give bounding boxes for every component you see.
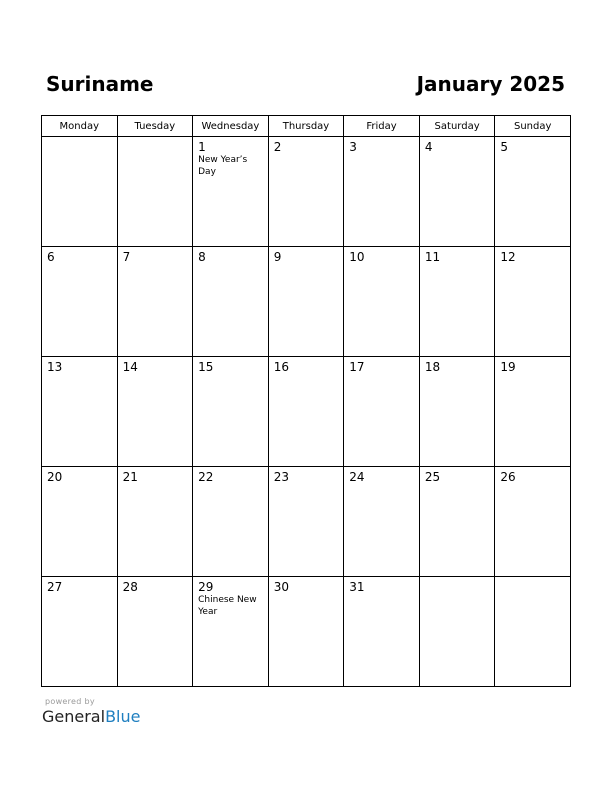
day-cell xyxy=(419,467,495,577)
day-number: 28 xyxy=(122,580,138,594)
day-number: 19 xyxy=(500,360,516,374)
weekday-header-thursday: Thursday xyxy=(268,116,344,137)
day-number: 14 xyxy=(122,360,138,374)
day-number: 25 xyxy=(424,470,441,484)
weekday-header-saturday: Saturday xyxy=(419,116,495,137)
generalblue-logo[interactable] xyxy=(42,707,140,727)
country-title: Suriname xyxy=(46,72,154,96)
day-cell xyxy=(117,467,193,577)
day-cell xyxy=(419,247,495,357)
day-number: 11 xyxy=(424,250,441,264)
day-number: 20 xyxy=(47,470,63,484)
day-cell xyxy=(495,247,571,357)
day-cell xyxy=(193,247,269,357)
day-cell xyxy=(117,137,193,247)
brand-name-blue: Blue xyxy=(105,707,141,726)
day-number: 18 xyxy=(424,360,441,374)
week-row-1 xyxy=(42,137,571,247)
week-row-2 xyxy=(42,247,571,357)
day-number: 31 xyxy=(349,580,365,594)
holiday-label: Chinese New Year xyxy=(198,595,257,617)
day-number: 5 xyxy=(500,140,509,154)
weekday-header-row xyxy=(42,116,571,137)
day-number xyxy=(42,137,117,140)
day-cell xyxy=(419,577,495,687)
day-cell xyxy=(42,467,118,577)
day-number: 13 xyxy=(47,360,63,374)
weekday-header-friday: Friday xyxy=(344,116,420,137)
day-cell xyxy=(117,577,193,687)
day-cell xyxy=(344,467,420,577)
day-number: 23 xyxy=(273,470,289,484)
powered-by-text: powered by xyxy=(45,697,95,706)
weekday-header-sunday: Sunday xyxy=(495,116,571,137)
day-number: 29 xyxy=(198,580,214,594)
day-number: 24 xyxy=(349,470,365,484)
day-cell xyxy=(42,577,118,687)
day-cell xyxy=(268,577,344,687)
day-cell xyxy=(42,247,118,357)
day-number: 12 xyxy=(500,250,516,264)
day-number: 17 xyxy=(349,360,365,374)
month-year-title: January 2025 xyxy=(416,72,565,96)
day-cell xyxy=(193,137,269,247)
day-number: 2 xyxy=(273,140,282,154)
day-cell xyxy=(268,467,344,577)
day-cell xyxy=(117,357,193,467)
day-cell xyxy=(344,577,420,687)
day-cell xyxy=(42,137,118,247)
day-number xyxy=(495,577,570,580)
holiday-label: New Year’s Day xyxy=(198,155,248,177)
day-number: 3 xyxy=(349,140,357,154)
day-number: 16 xyxy=(273,360,289,374)
week-row-5 xyxy=(42,577,571,687)
day-cell xyxy=(42,357,118,467)
day-cell xyxy=(344,247,420,357)
day-cell xyxy=(193,357,269,467)
day-number: 30 xyxy=(273,580,289,594)
day-cell xyxy=(419,357,495,467)
day-number: 22 xyxy=(198,470,214,484)
day-number: 6 xyxy=(47,250,55,264)
footer-branding xyxy=(42,697,140,727)
day-cell xyxy=(495,357,571,467)
day-number: 9 xyxy=(273,250,282,264)
calendar-grid xyxy=(41,115,571,687)
day-cell xyxy=(419,137,495,247)
day-number xyxy=(420,577,495,580)
day-number: 4 xyxy=(424,140,433,154)
day-cell xyxy=(117,247,193,357)
weekday-header-monday: Monday xyxy=(42,116,118,137)
day-cell xyxy=(344,357,420,467)
day-number: 26 xyxy=(500,470,516,484)
day-number xyxy=(118,137,193,140)
day-cell xyxy=(268,247,344,357)
weekday-header-wednesday: Wednesday xyxy=(193,116,269,137)
day-cell xyxy=(495,577,571,687)
week-row-3 xyxy=(42,357,571,467)
week-row-4 xyxy=(42,467,571,577)
day-cell xyxy=(193,467,269,577)
day-number: 21 xyxy=(122,470,138,484)
day-cell xyxy=(268,357,344,467)
day-cell xyxy=(193,577,269,687)
brand-name-general: General xyxy=(42,707,106,726)
day-number: 27 xyxy=(47,580,63,594)
day-number: 7 xyxy=(122,250,131,264)
day-number: 1 xyxy=(198,140,206,154)
day-cell xyxy=(495,137,571,247)
day-number: 10 xyxy=(349,250,365,264)
day-cell xyxy=(495,467,571,577)
day-cell xyxy=(344,137,420,247)
day-cell xyxy=(268,137,344,247)
weekday-header-tuesday: Tuesday xyxy=(117,116,193,137)
day-number: 8 xyxy=(198,250,206,264)
day-number: 15 xyxy=(198,360,214,374)
